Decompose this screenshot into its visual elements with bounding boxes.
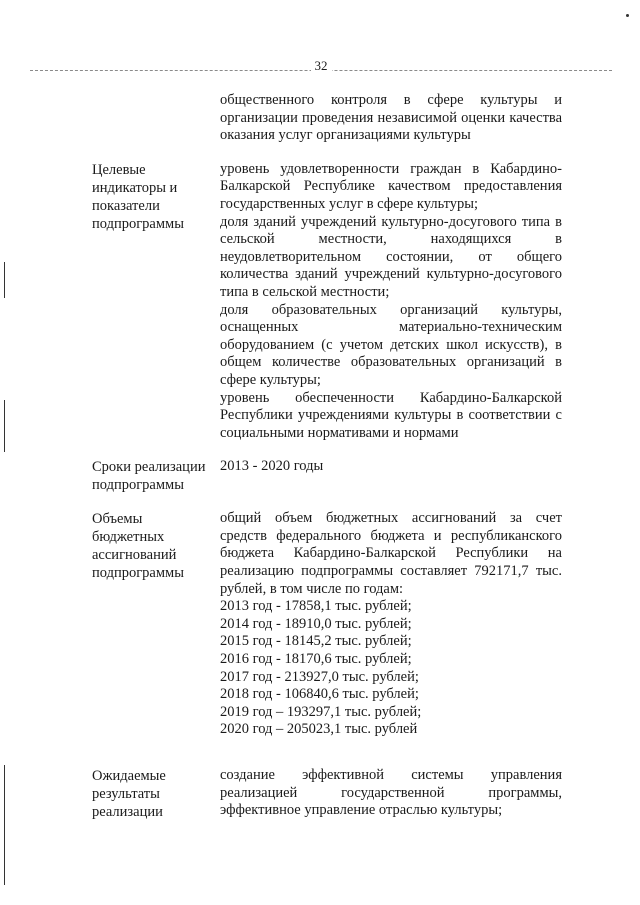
row-label <box>92 458 220 494</box>
value-paragraph: доля зданий учреждений культурно-досугового типа в сельской местности, находящихся в неудовлетворительном состоянии, от общего количества зданий учреждений культурно-досугового типа в сельской местности; <box>220 213 562 300</box>
year-allocation-line: 2020 год – 205023,1 тыс. рублей <box>220 721 418 738</box>
page-number <box>30 58 612 74</box>
scan-mark <box>4 262 5 298</box>
year-allocation-line: 2014 год - 18910,0 тыс. рублей; <box>220 615 412 632</box>
label-line: показатели <box>92 197 160 214</box>
value-paragraph: уровень удовлетворенности граждан в Кабардино-Балкарской Республике качеством предоставления государственных услуг в сфере культуры; <box>220 160 562 212</box>
value-paragraph: 2013 - 2020 годы <box>220 458 324 475</box>
page-header <box>30 58 612 78</box>
row-value <box>220 458 562 476</box>
value-paragraph: общий объем бюджетных ассигнований за счет средств федерального бюджета и республиканского бюджета Кабардино-Балкарской Республики на реализацию подпрограммы составляет 792171,7 тыс. рублей, в том числе по годам: <box>220 510 562 597</box>
label-line: Целевые <box>92 161 146 178</box>
scan-mark <box>626 14 629 17</box>
value-paragraph: доля образовательных организаций культуры, оснащенных материально-техническим оборудованием (с учетом детских школ искусств), в общем количестве образовательных организаций в сфере культуры; <box>220 301 562 388</box>
row-label <box>92 161 220 233</box>
row-target-indicators <box>92 161 562 443</box>
label-line: Сроки реализации <box>92 459 206 476</box>
row-value <box>220 510 562 739</box>
year-allocation-line: 2018 год - 106840,6 тыс. рублей; <box>220 686 419 703</box>
year-allocation-line: 2016 год - 18170,6 тыс. рублей; <box>220 651 412 668</box>
passport-table <box>92 92 562 821</box>
label-line: реализации <box>92 804 163 820</box>
label-line: подпрограммы <box>92 215 184 232</box>
value-paragraph: уровень обеспеченности Кабардино-Балкарской Республики учреждениями культуры в соответствии с социальными нормативами и нормами <box>220 389 562 441</box>
scan-mark <box>4 765 5 885</box>
label-line: Объемы <box>92 511 143 528</box>
label-line: бюджетных <box>92 529 165 546</box>
row-value <box>220 161 562 443</box>
value-paragraph: создание эффективной системы управления реализацией государственной программы, эффективное управление отраслью культуры; <box>220 767 562 819</box>
year-allocation-line: 2015 год - 18145,2 тыс. рублей; <box>220 633 412 650</box>
label-line: ассигнований <box>92 547 177 564</box>
label-line: подпрограммы <box>92 565 184 582</box>
row-implementation-period <box>92 458 562 494</box>
row-public-control <box>92 92 562 145</box>
page-number-text: 32 <box>311 58 332 73</box>
row-label <box>92 510 220 582</box>
label-line: индикаторы и <box>92 179 178 196</box>
year-allocation-line: 2019 год – 193297,1 тыс. рублей; <box>220 703 422 720</box>
row-value <box>220 92 562 145</box>
label-line: результаты <box>92 786 160 802</box>
year-allocation-line: 2017 год - 213927,0 тыс. рублей; <box>220 668 419 685</box>
year-allocation-line: 2013 год - 17858,1 тыс. рублей; <box>220 598 412 615</box>
scan-mark <box>4 400 5 452</box>
row-budget-allocations <box>92 510 562 739</box>
row-value <box>220 767 562 820</box>
row-label <box>92 767 220 821</box>
value-paragraph: общественного контроля в сфере культуры и организации проведения независимой оценки качества оказания услуг организациями культуры <box>220 92 562 144</box>
label-line: Ожидаемые <box>92 768 166 784</box>
row-expected-results <box>92 767 562 821</box>
label-line: подпрограммы <box>92 477 184 494</box>
